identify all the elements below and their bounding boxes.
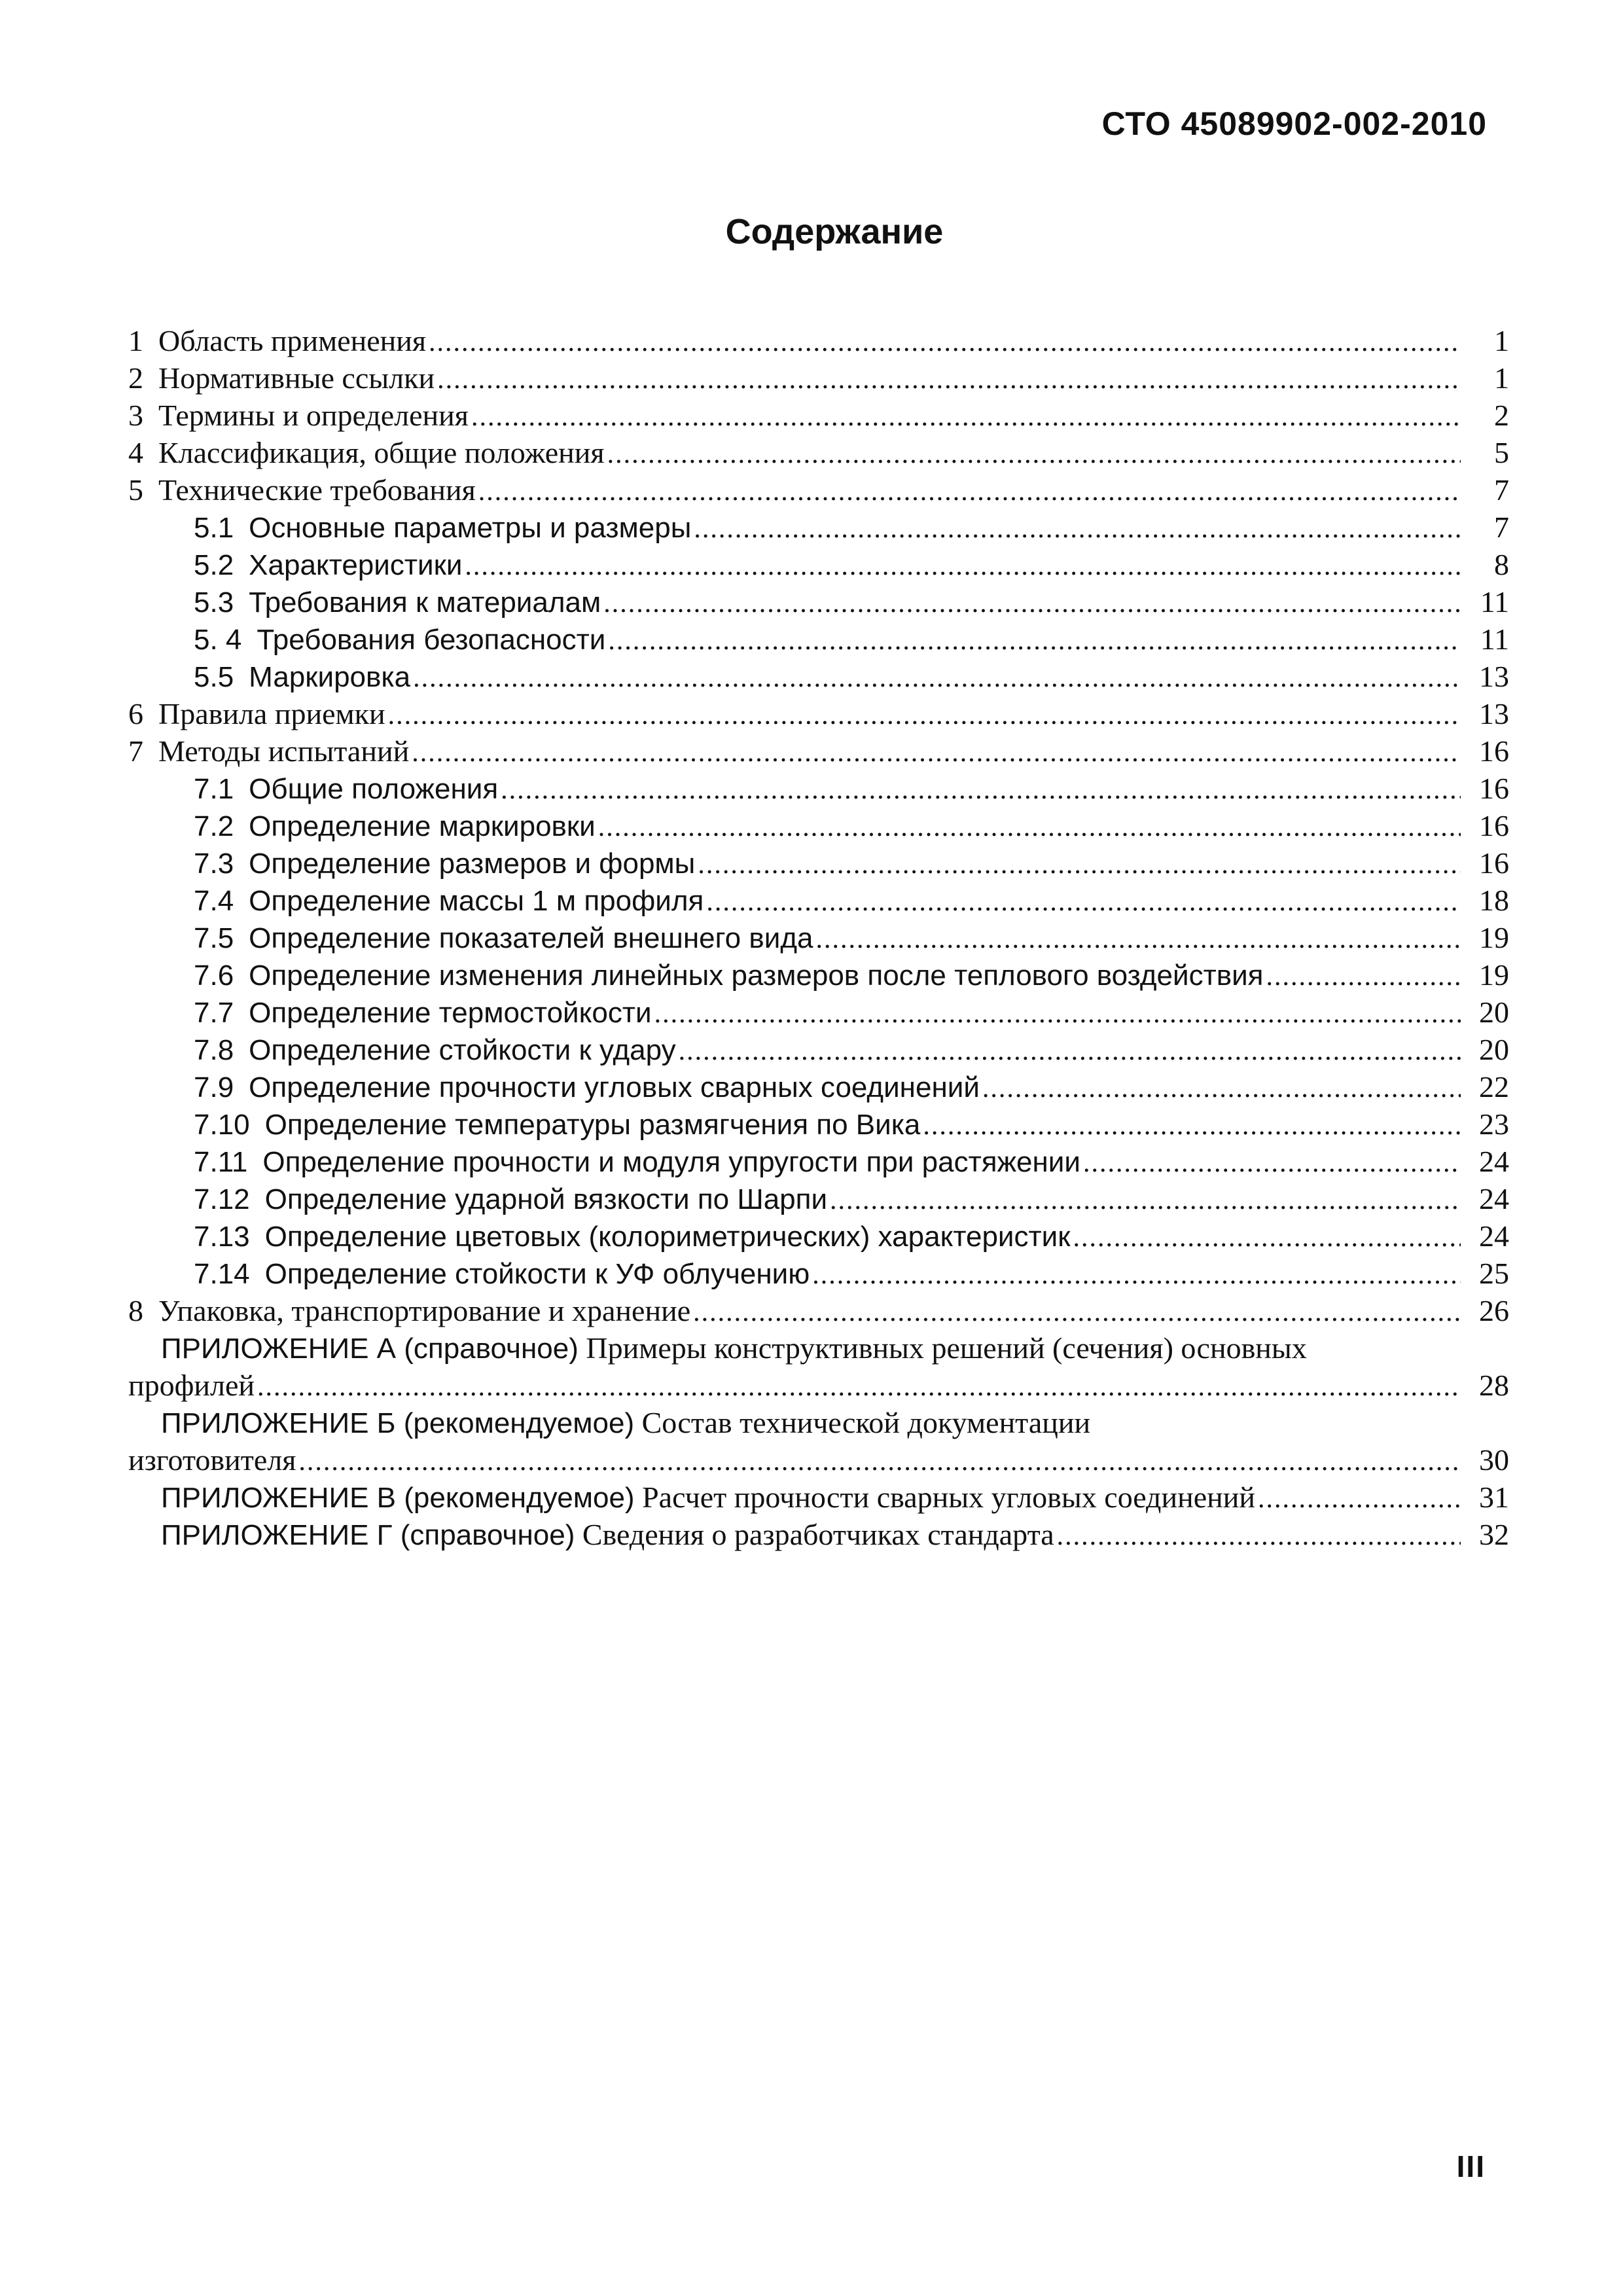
toc-entry-page: 26 [1479, 1294, 1509, 1327]
dot-leader [465, 548, 1461, 585]
toc-entry-title: Определение цветовых (колориметрических) характеристик [264, 1221, 1071, 1253]
appendix-label: ПРИЛОЖЕНИЕ А (справочное) [161, 1333, 579, 1365]
toc-entry-title: Требования к материалам [249, 586, 601, 619]
toc-entry [128, 882, 1509, 919]
appendix-title: Сведения о разработчиках стандарта [582, 1518, 1054, 1551]
toc-entry [128, 1217, 1509, 1255]
toc-entry-number: 5. 4 [194, 624, 242, 656]
page-title: Содержание [725, 212, 944, 251]
toc-entry-label [128, 695, 385, 732]
dot-leader [478, 473, 1461, 511]
toc-entry-page: 24 [1479, 1182, 1509, 1215]
toc-entry-page: 1 [1494, 324, 1509, 357]
toc-entry-label [128, 359, 435, 397]
toc-entry-label [128, 471, 476, 509]
toc-entry-label [194, 620, 605, 658]
appendix-page: 31 [1479, 1480, 1509, 1514]
toc-entry-number: 7 [128, 734, 143, 768]
toc-entry-number: 7.12 [194, 1183, 250, 1215]
toc-entry-number: 6 [128, 697, 143, 730]
dot-leader [830, 1182, 1461, 1219]
toc-entry-label [194, 1031, 676, 1069]
toc-entry-number: 3 [128, 399, 143, 432]
toc-entry-label [194, 1143, 1080, 1181]
toc-entry-title: Определение термостойкости [249, 997, 652, 1029]
appendix-label: ПРИЛОЖЕНИЕ Б (рекомендуемое) [161, 1407, 635, 1439]
dot-leader [298, 1443, 1461, 1480]
toc-entry-title: Определение массы 1 м профиля [249, 885, 704, 917]
toc-entry-page: 19 [1479, 958, 1509, 992]
appendix-entry-continuation [128, 1441, 1509, 1479]
toc-entry-label [194, 844, 695, 882]
appendix-entry-label [161, 1329, 1307, 1367]
appendix-entry [128, 1329, 1509, 1367]
toc-entry [128, 471, 1509, 509]
toc-entry-title: Определение изменения линейных размеров после теплового воздействия [249, 960, 1264, 992]
toc-entry [128, 919, 1509, 956]
toc-entry-page: 1 [1494, 361, 1509, 395]
dot-leader [471, 399, 1461, 436]
dot-leader [1057, 1518, 1461, 1555]
toc-entry-title: Основные параметры и размеры [249, 512, 692, 544]
toc-entry [128, 844, 1509, 882]
toc-entry-number: 7.7 [194, 997, 234, 1029]
toc-entry-page: 8 [1494, 548, 1509, 581]
toc-entry-number: 7.5 [194, 922, 234, 954]
appendix-entry [128, 1479, 1509, 1516]
toc-entry-page: 13 [1479, 660, 1509, 693]
toc-entry-page: 19 [1479, 921, 1509, 954]
appendix-title: Состав технической документации [641, 1406, 1091, 1439]
toc-entry-title: Определение показателей внешнего вида [249, 922, 813, 954]
toc-entry-label [194, 1105, 920, 1143]
toc-entry-number: 7.2 [194, 810, 234, 842]
appendix-entry [128, 1404, 1509, 1441]
toc-entry-page: 7 [1494, 511, 1509, 544]
toc-entry-page: 24 [1479, 1219, 1509, 1253]
toc-entry-title: Нормативные ссылки [158, 361, 435, 395]
toc-entry-number: 4 [128, 436, 143, 469]
toc-entry-page: 25 [1479, 1257, 1509, 1290]
toc-entry-number: 7.10 [194, 1109, 250, 1141]
toc-entry-title: Упаковка, транспортирование и хранение [158, 1294, 691, 1327]
toc-entry-number: 7.13 [194, 1221, 250, 1253]
toc-entry-label [194, 770, 498, 808]
toc-entry [128, 397, 1509, 434]
toc-entry-title: Определение ударной вязкости по Шарпи [264, 1183, 828, 1215]
dot-leader [812, 1257, 1461, 1294]
toc-entry-label [194, 882, 704, 920]
toc-entry-page: 16 [1479, 846, 1509, 880]
dot-leader [923, 1107, 1461, 1145]
dot-leader [698, 846, 1461, 884]
dot-leader [1258, 1480, 1461, 1518]
toc-entry-title: Термины и определения [158, 399, 469, 432]
toc-entry-label [194, 1255, 810, 1293]
appendix-label: ПРИЛОЖЕНИЕ В (рекомендуемое) [161, 1482, 635, 1514]
toc-entry-title: Маркировка [249, 661, 411, 693]
toc-entry-title: Область применения [158, 324, 427, 357]
toc-entry-page: 11 [1480, 585, 1509, 619]
dot-leader [437, 361, 1461, 399]
dot-leader [1073, 1219, 1461, 1257]
toc-entry-label [128, 434, 605, 471]
toc-entry-page: 22 [1479, 1070, 1509, 1103]
toc-entry-number: 5 [128, 473, 143, 507]
toc-entry-title: Общие положения [249, 773, 499, 805]
toc-entry [128, 770, 1509, 807]
appendix-entry-label [161, 1479, 1255, 1516]
dot-leader [982, 1070, 1461, 1107]
toc-entry [128, 359, 1509, 397]
appendix-entry-label [161, 1516, 1054, 1554]
toc-entry-label [194, 919, 813, 957]
dot-leader [694, 511, 1461, 548]
appendix-entry-label [161, 1404, 1090, 1442]
toc-entry-page: 18 [1479, 884, 1509, 917]
toc-entry-number: 7.6 [194, 960, 234, 992]
toc-entry-number: 2 [128, 361, 143, 395]
dot-leader [815, 921, 1461, 958]
appendix-label: ПРИЛОЖЕНИЕ Г (справочное) [161, 1519, 575, 1551]
dot-leader [598, 809, 1461, 846]
dot-leader [501, 772, 1461, 809]
toc-entry-number: 1 [128, 324, 143, 357]
toc-entry-label [128, 397, 469, 434]
toc-entry-page: 16 [1479, 772, 1509, 805]
toc-entry-page: 23 [1479, 1107, 1509, 1141]
document-code: СТО 45089902-002-2010 [1101, 105, 1487, 142]
appendix-title-continuation: профилей [128, 1369, 255, 1402]
toc-entry-title: Правила приемки [158, 697, 385, 730]
toc-entry-label [194, 583, 601, 621]
toc-entry [128, 546, 1509, 583]
toc-entry-title: Классификация, общие положения [158, 436, 605, 469]
appendix-page: 30 [1479, 1443, 1509, 1477]
toc-entry-label [194, 546, 462, 584]
toc-entry-number: 5.2 [194, 549, 234, 581]
toc-entry [128, 695, 1509, 732]
toc-entry-number: 8 [128, 1294, 143, 1327]
toc-entry [128, 1180, 1509, 1217]
toc-entry-page: 11 [1480, 622, 1509, 656]
dot-leader [1083, 1145, 1461, 1182]
dot-leader [607, 436, 1461, 473]
dot-leader [693, 1294, 1461, 1331]
toc-entry-number: 7.1 [194, 773, 234, 805]
toc-entry [128, 583, 1509, 620]
toc-entry [128, 434, 1509, 471]
toc-entry-page: 13 [1479, 697, 1509, 730]
dot-leader [388, 697, 1461, 734]
toc-entry-title: Определение прочности угловых сварных соединений [249, 1071, 980, 1103]
toc-entry-number: 5.1 [194, 512, 234, 544]
toc-entry [128, 1068, 1509, 1105]
page-number: III [1456, 2149, 1486, 2183]
toc-entry-title: Требования безопасности [257, 624, 606, 656]
toc-entry-label [194, 956, 1264, 994]
toc-entry-number: 7.3 [194, 848, 234, 880]
toc-entry-page: 24 [1479, 1145, 1509, 1178]
toc-entry [128, 322, 1509, 359]
toc-entry [128, 732, 1509, 770]
toc-entry-number: 5.3 [194, 586, 234, 619]
toc-entry-number: 7.9 [194, 1071, 234, 1103]
toc-entry-title: Определение размеров и формы [249, 848, 696, 880]
toc-entry-number: 5.5 [194, 661, 234, 693]
toc-entry [128, 1255, 1509, 1292]
toc-entry [128, 1031, 1509, 1068]
toc-entry-title: Определение температуры размягчения по Вика [264, 1109, 921, 1141]
toc-entry-title: Технические требования [158, 473, 476, 507]
toc-entry-title: Определение маркировки [249, 810, 596, 842]
dot-leader [706, 884, 1461, 921]
dot-leader [608, 622, 1461, 660]
toc-entry-label [194, 1180, 827, 1218]
toc-entry-label [194, 509, 691, 547]
toc-entry-label [194, 807, 596, 845]
dot-leader [654, 996, 1461, 1033]
toc-entry-number: 7.14 [194, 1258, 250, 1290]
toc-entry-label [194, 1068, 980, 1106]
dot-leader [413, 660, 1461, 697]
appendix-page: 28 [1479, 1369, 1509, 1402]
toc-entry-page: 16 [1479, 809, 1509, 842]
dot-leader [257, 1369, 1461, 1406]
table-of-contents [128, 322, 1509, 1553]
toc-entry-title: Методы испытаний [158, 734, 410, 768]
appendix-entry [128, 1516, 1509, 1553]
toc-entry-number: 7.11 [194, 1146, 248, 1178]
toc-entry-page: 2 [1494, 399, 1509, 432]
toc-entry [128, 620, 1509, 658]
toc-entry [128, 658, 1509, 695]
toc-entry-page: 7 [1494, 473, 1509, 507]
dot-leader [603, 585, 1461, 622]
toc-entry-page: 20 [1479, 996, 1509, 1029]
toc-entry [128, 994, 1509, 1031]
appendix-title: Примеры конструктивных решений (сечения) основных [586, 1331, 1307, 1365]
toc-entry-page: 16 [1479, 734, 1509, 768]
toc-entry-label [194, 658, 410, 696]
toc-entry-title: Определение стойкости к удару [249, 1034, 676, 1066]
toc-entry [128, 807, 1509, 844]
toc-entry-label [194, 994, 652, 1031]
toc-entry [128, 1105, 1509, 1143]
appendix-entry-continuation [128, 1367, 1509, 1404]
dot-leader [412, 734, 1461, 772]
toc-entry [128, 1292, 1509, 1329]
toc-entry-label [128, 322, 426, 359]
toc-entry [128, 956, 1509, 994]
toc-entry-title: Определение стойкости к УФ облучению [264, 1258, 810, 1290]
toc-entry-label [194, 1217, 1070, 1255]
toc-entry-number: 7.4 [194, 885, 234, 917]
dot-leader [429, 324, 1461, 361]
toc-entry-label [128, 1292, 690, 1329]
dot-leader [1266, 958, 1461, 996]
toc-entry-title: Характеристики [249, 549, 463, 581]
appendix-title-continuation: изготовителя [128, 1443, 296, 1477]
dot-leader [679, 1033, 1461, 1070]
appendix-title: Расчет прочности сварных угловых соединений [642, 1480, 1255, 1514]
appendix-page: 32 [1479, 1518, 1509, 1551]
toc-entry-page: 5 [1494, 436, 1509, 469]
toc-entry-label [128, 732, 409, 770]
toc-entry-page: 20 [1479, 1033, 1509, 1066]
toc-entry-title: Определение прочности и модуля упругости при растяжении [262, 1146, 1080, 1178]
toc-entry [128, 1143, 1509, 1180]
toc-entry [128, 509, 1509, 546]
toc-entry-number: 7.8 [194, 1034, 234, 1066]
